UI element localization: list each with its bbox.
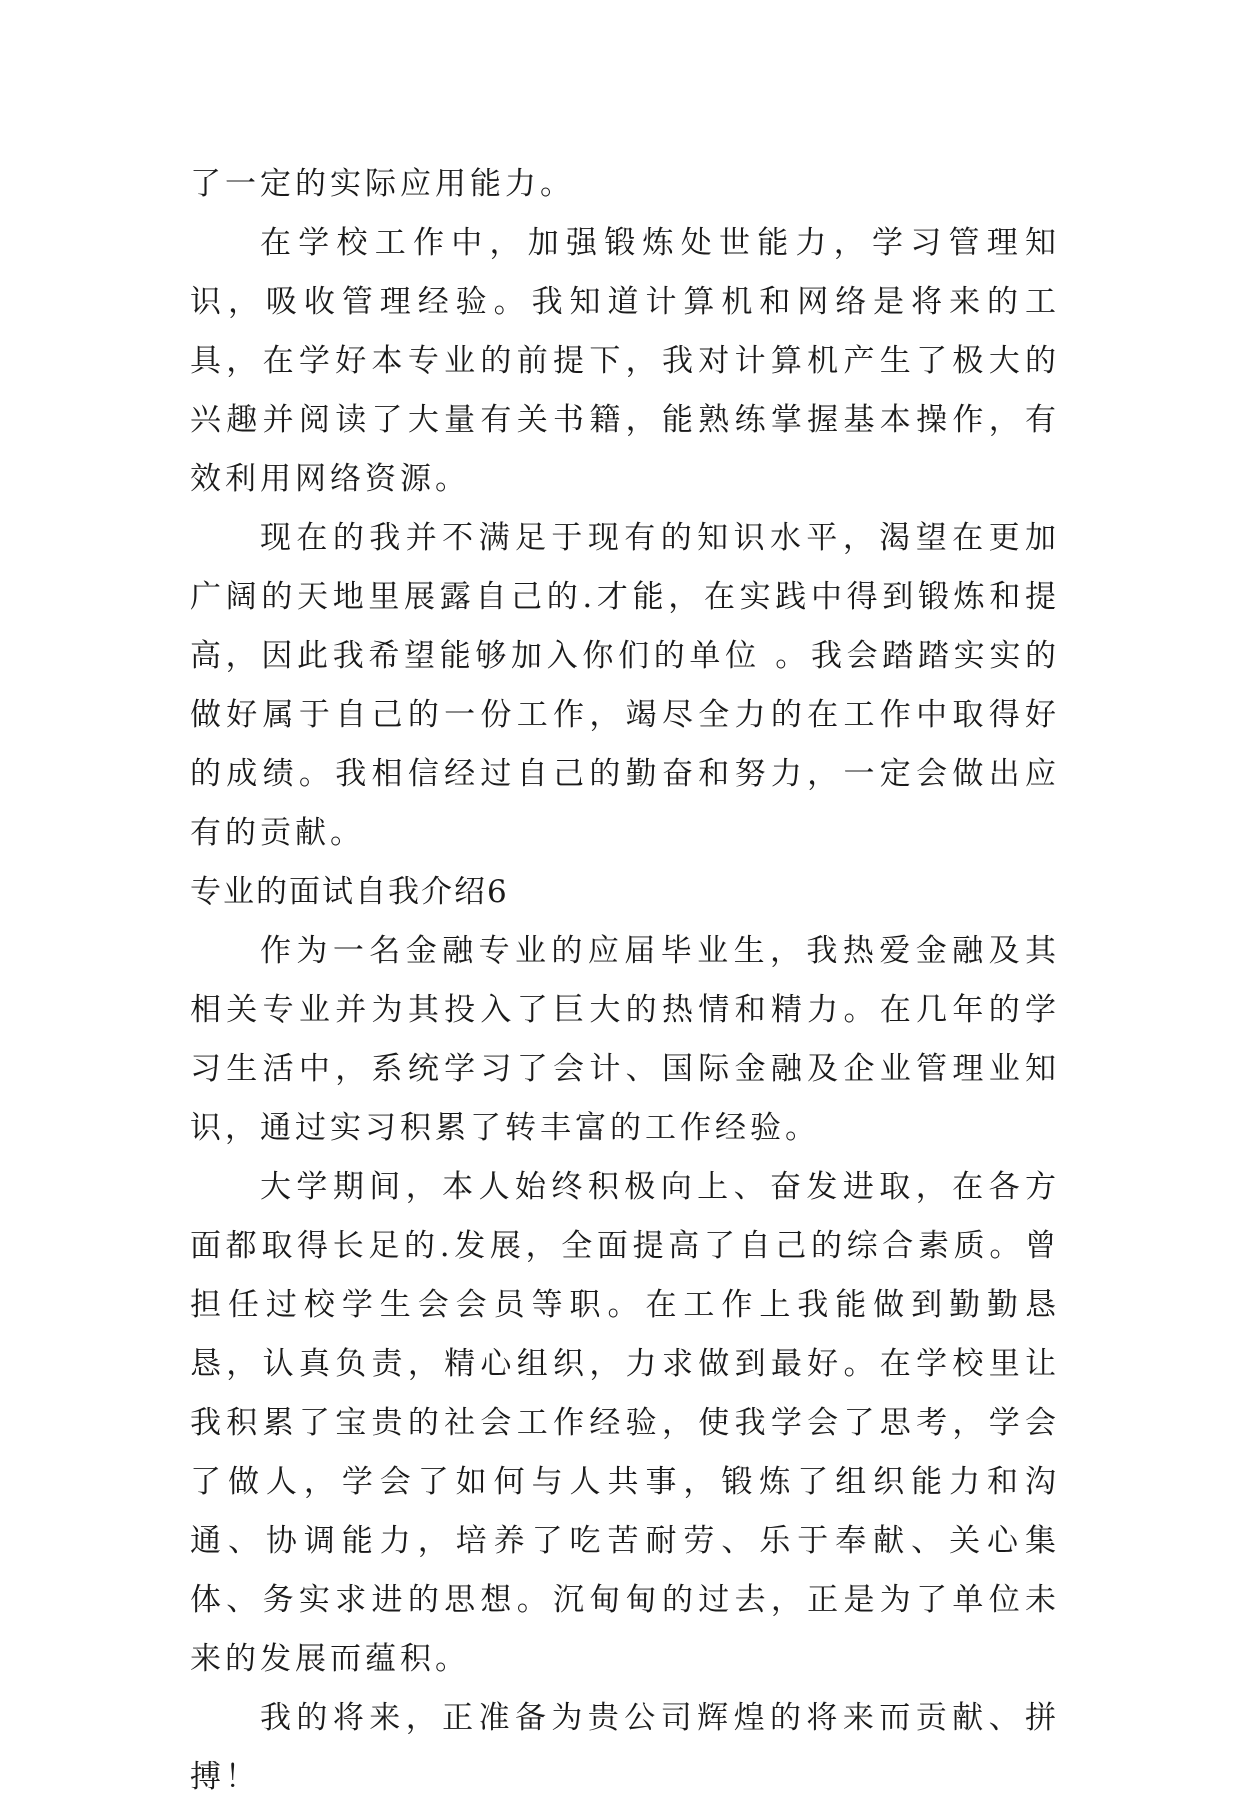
paragraph-university: 大学期间，本人始终积极向上、奋发进取，在各方面都取得长足的.发展，全面提高了自己的综合素质。曾担任过校学生会会员等职。在工作上我能做到勤勤恳恳，认真负责，精心组织，力求做到最好。在学校里让我积累了宝贵的社会工作经验，使我学会了思考，学会了做人，学会了如何与人共事，锻炼了组织能力和沟通、协调能力，培养了吃苦耐劳、乐于奉献、关心集体、务实求进的思想。沉甸甸的过去，正是为了单位未来的发展而蕴积。 — [190, 1169, 1060, 1677]
paragraph-continuation: 了一定的实际应用能力。 — [190, 166, 575, 202]
paragraph-aspiration: 现在的我并不满足于现有的知识水平，渴望在更加广阔的天地里展露自己的.才能，在实践中得到锻炼和提高，因此我希望能够加入你们的单位 。我会踏踏实实的做好属于自己的一份工作，竭尽全力的在工作中取得好的成绩。我相信经过自己的勤奋和努力，一定会做出应有的贡献。 — [190, 520, 1060, 851]
section-heading: 专业的面试自我介绍6 — [190, 874, 509, 910]
document-body — [190, 155, 1060, 1807]
paragraph-future: 我的将来，正准备为贵公司辉煌的将来而贡献、拼搏！ — [190, 1700, 1060, 1795]
paragraph-school-work: 在学校工作中，加强锻炼处世能力，学习管理知识，吸收管理经验。我知道计算机和网络是将来的工具，在学好本专业的前提下，我对计算机产生了极大的兴趣并阅读了大量有关书籍，能熟练掌握基本操作，有效利用网络资源。 — [190, 225, 1060, 497]
paragraph-finance-graduate: 作为一名金融专业的应届毕业生，我热爱金融及其相关专业并为其投入了巨大的热情和精力。在几年的学习生活中，系统学习了会计、国际金融及企业管理业知识，通过实习积累了转丰富的工作经验。 — [190, 933, 1060, 1146]
